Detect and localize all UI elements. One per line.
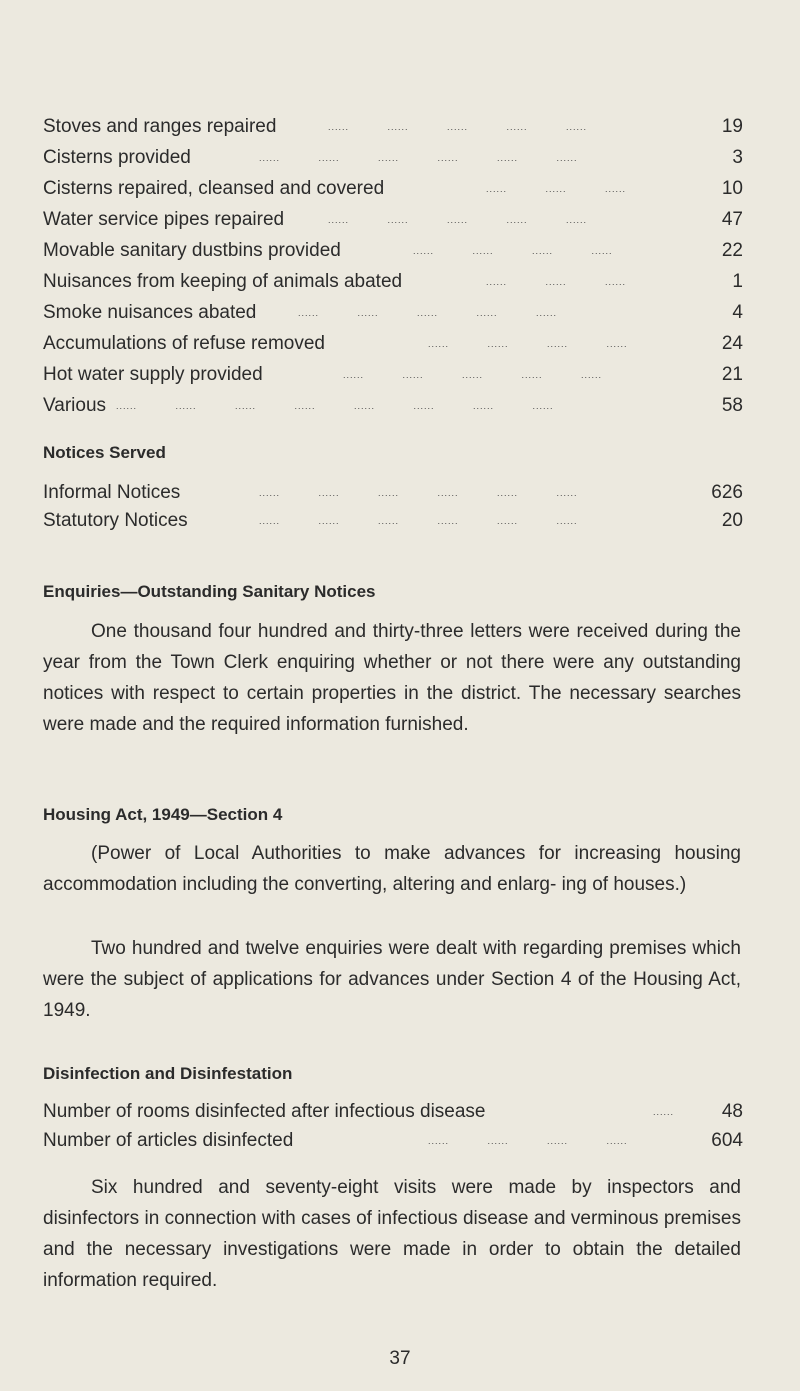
leader-dots: ...... ...... ...... ...... ...... ...... ...... ......	[116, 401, 554, 411]
row-label: Smoke nuisances abated	[43, 302, 257, 323]
row-label: Informal Notices	[43, 482, 181, 503]
row-value: 58	[721, 395, 743, 416]
row-label: Number of rooms disinfected after infectious disease	[43, 1101, 486, 1122]
repairs-row	[43, 145, 743, 171]
leader-dots: ...... ...... ...... ......	[428, 1136, 628, 1146]
leader-dots: ......	[653, 1107, 675, 1117]
repairs-row	[43, 114, 743, 140]
disinfection-heading: Disinfection and Disinfestation	[43, 1064, 293, 1083]
row-value: 1	[732, 271, 743, 292]
row-label: Nuisances from keeping of animals abated	[43, 271, 403, 292]
housing-paragraph: Two hundred and twelve enquiries were dealt with regarding premises which were the subject of applications for advances under Section 4 of the Housing Act, 1949.	[43, 938, 741, 1021]
page-number: 37	[389, 1348, 411, 1369]
repairs-row	[43, 331, 743, 357]
row-label: Various	[43, 395, 107, 416]
row-value: 4	[732, 302, 743, 323]
row-value: 19	[721, 116, 743, 137]
disinfection-row	[43, 1128, 743, 1154]
row-label: Accumulations of refuse removed	[43, 333, 325, 354]
leader-dots: ...... ...... ...... ......	[428, 339, 628, 349]
repairs-row	[43, 269, 743, 295]
row-label: Cisterns provided	[43, 147, 191, 168]
leader-dots: ...... ...... ......	[486, 277, 627, 287]
repairs-row	[43, 393, 743, 419]
leader-dots: ...... ...... ...... ...... ...... ......	[259, 516, 578, 526]
row-value: 47	[721, 209, 743, 230]
leader-dots: ...... ...... ...... ......	[413, 246, 613, 256]
disinfection-paragraph: Six hundred and seventy-eight visits were made by inspectors and disinfectors in connection with cases of infectious disease and verminous premises and the necessary investigations were made in order to obtain the detailed information required.	[43, 1177, 741, 1291]
row-value: 3	[732, 147, 743, 168]
leader-dots: ...... ...... ...... ...... ......	[298, 308, 558, 318]
row-value: 626	[711, 482, 743, 503]
leader-dots: ...... ...... ...... ...... ......	[328, 215, 588, 225]
enquiries-paragraph: One thousand four hundred and thirty-three letters were received during the year from the Town Clerk enquiring whether or not there were any outstanding notices with respect to certain properties in the district. The necessary searches were made and the required information furnished.	[43, 621, 741, 735]
row-label: Statutory Notices	[43, 510, 188, 531]
row-label: Stoves and ranges repaired	[43, 116, 277, 137]
notices-row	[43, 480, 743, 506]
row-label: Water service pipes repaired	[43, 209, 285, 230]
row-label: Cisterns repaired, cleansed and covered	[43, 178, 385, 199]
row-value: 10	[721, 178, 743, 199]
repairs-row	[43, 362, 743, 388]
repairs-row	[43, 238, 743, 264]
leader-dots: ...... ...... ...... ...... ......	[328, 122, 588, 132]
row-value: 20	[721, 510, 743, 531]
repairs-row	[43, 176, 743, 202]
row-value: 21	[721, 364, 743, 385]
row-label: Movable sanitary dustbins provided	[43, 240, 341, 261]
row-value: 604	[711, 1130, 743, 1151]
row-value: 24	[721, 333, 743, 354]
row-label: Number of articles disinfected	[43, 1130, 294, 1151]
enquiries-heading: Enquiries—Outstanding Sanitary Notices	[43, 582, 376, 601]
housing-note: (Power of Local Authorities to make advances for increasing housing accommodation including the converting, altering and enlarg- ing of houses.)	[43, 843, 741, 895]
leader-dots: ...... ...... ......	[486, 184, 627, 194]
housing-heading: Housing Act, 1949—Section 4	[43, 805, 283, 824]
leader-dots: ...... ...... ...... ...... ...... ......	[259, 153, 578, 163]
notices-row	[43, 508, 743, 534]
notices-heading: Notices Served	[43, 443, 166, 462]
row-value: 48	[721, 1101, 743, 1122]
row-value: 22	[721, 240, 743, 261]
repairs-row	[43, 300, 743, 326]
leader-dots: ...... ...... ...... ...... ......	[343, 370, 603, 380]
row-label: Hot water supply provided	[43, 364, 263, 385]
leader-dots: ...... ...... ...... ...... ...... ......	[259, 488, 578, 498]
disinfection-row	[43, 1099, 743, 1125]
repairs-row	[43, 207, 743, 233]
